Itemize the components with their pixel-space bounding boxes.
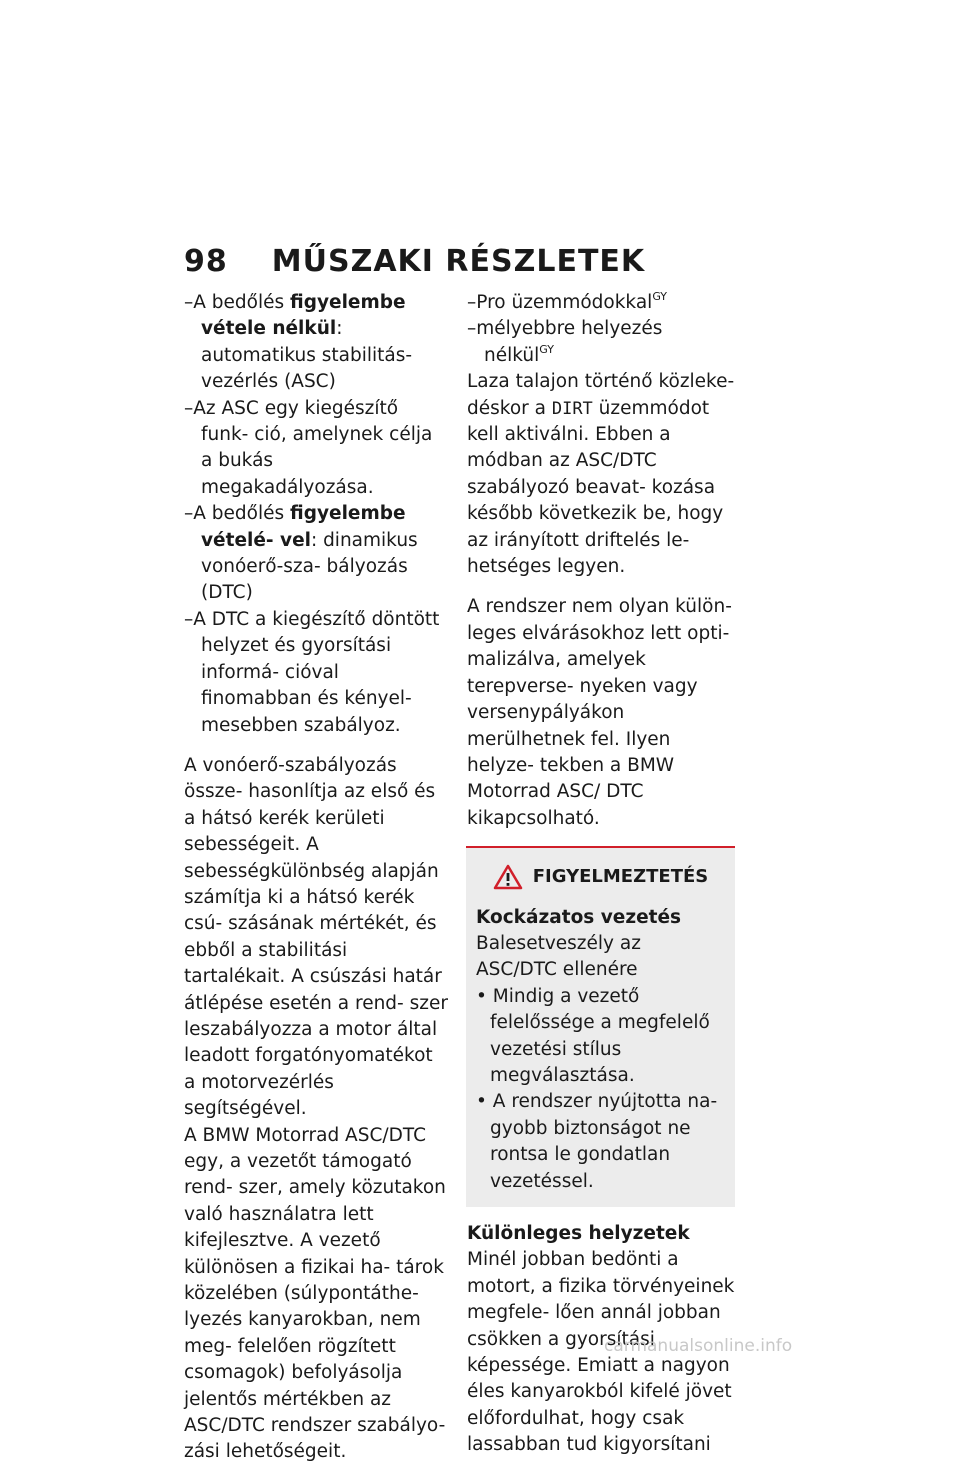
right-column (467, 290, 737, 1459)
warning-title: FIGYELMEZTETÉS (532, 866, 709, 888)
warning-triangle-icon (493, 864, 523, 890)
paragraph: A rendszer nem olyan külön- leges elvárásokhoz lett opti- malizálva, amelyek terepverse- nyeken vagy versenypályákon merülhetnek fel. Ilyen helyze- tekben a BMW Motorrad ASC/ DTC kikapcsolható. (467, 596, 732, 829)
list-item: –A DTC a kiegészítő döntött helyzet és gyorsítási informá- cióval finomabban és kényel- mesebben szabályoz. (184, 608, 440, 736)
paragraph: A vonóerő-szabályozás össze- hasonlítja az első és a hátsó kerék kerületi sebességeit. A sebességkülönbség alapján számítja ki a hátsó kerék csú- szásának mértékét, és ebből a stabilitási tartalékait. A csúszási határ átlépése esetén a rend- szer leszabályozza a motor által leadott forgatónyomatékot a motorvezérlés segítségével. (184, 754, 448, 1120)
list-item: –Pro üzemmódokkal$^{GY}$ (467, 290, 668, 313)
section-title: Különleges helyzetek (467, 1223, 690, 1244)
list-item: –A bedőlés figyelembe vétele nélkül: automatikus stabilitás- vezérlés (ASC) (184, 292, 413, 393)
warning-text: Balesetveszély az ASC/DTC ellenére (476, 932, 641, 981)
page-number: 98 (184, 244, 228, 279)
paragraph: Laza talajon történő közleke- déskor a DIRT üzemmódot kell aktiválni. Ebben a módban az ASC/DTC szabályozó beavat- kozása később következik be, hogy az irányított driftelés le- hetséges legyen. (467, 371, 735, 578)
warning-bullet: • Mindig a vezető felelőssége a megfelelő vezetési stílus megválasztása. (476, 985, 710, 1086)
warning-subtitle: Kockázatos vezetés (476, 906, 682, 928)
list-item: –Az ASC egy kiegészítő funk- ció, amelynek célja a bukás megakadályozása. (184, 397, 433, 498)
page-title: MŰSZAKI RÉSZLETEK (271, 244, 646, 279)
list-item: –mélyebbre helyezés nélkül$^{GY}$ (467, 318, 663, 366)
paragraph: Minél jobban bedönti a motort, a fizika törvényeinek megfele- lően annál jobban csökken a gyorsítási képessége. Emiatt a nagyon éles kanyarokból kifelé jövet előfordulhat, hogy csak lassabban tud kigyorsítani (467, 1249, 735, 1456)
warning-bullet: • A rendszer nyújtotta na- gyobb biztonságot ne rontsa le gondatlan vezetéssel. (476, 1091, 718, 1192)
warning-header (476, 864, 725, 890)
watermark: carmanualsonline.info (604, 1336, 793, 1356)
paragraph: A BMW Motorrad ASC/DTC egy, a vezetőt támogató rend- szer, amely közutakon való használatra lett kifejlesztve. A vezető különösen a fizikai ha- tárok közelében (súlypontáthe- lyezés kanyarokban, nem meg- felelően rögzített csomagok) befolyásolja jelentős mértékben az ASC/DTC rendszer szabályo- zási lehetőségeit. (184, 1124, 446, 1463)
warning-box (466, 846, 735, 1207)
left-column (184, 290, 448, 1466)
page-header (184, 244, 645, 279)
list-item: –A bedőlés figyelembe vételé- vel: dinamikus vonóerő-sza- bályozás (DTC) (184, 503, 418, 604)
